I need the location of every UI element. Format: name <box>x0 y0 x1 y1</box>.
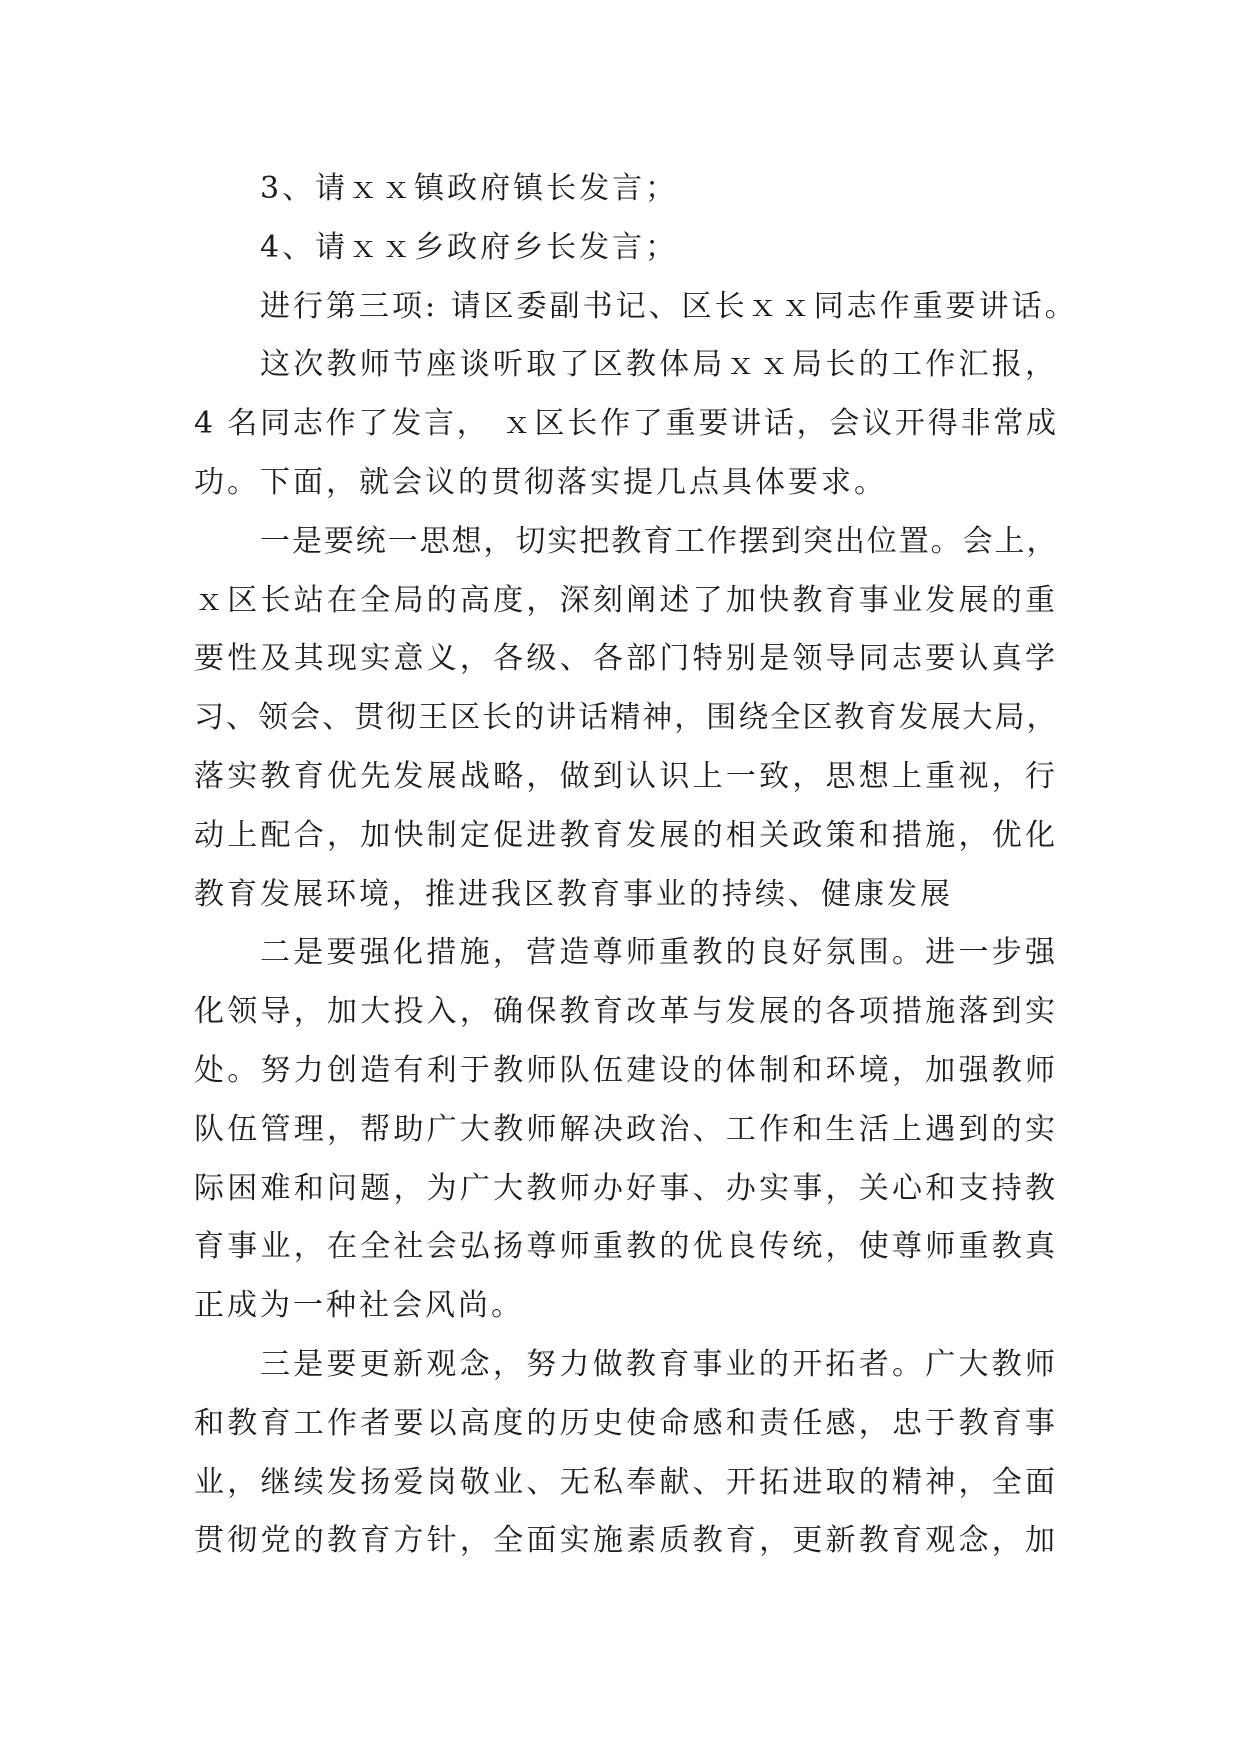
text-line: 3、请ｘｘ镇政府镇长发言； <box>260 171 679 206</box>
text-line: 化领导，加大投入，确保教育改革与发展的各项措施落到实 <box>194 994 1058 1030</box>
text-line: 功。下面，就会议的贯彻落实提几点具体要求。 <box>194 464 887 500</box>
text-line: 习、领会、贯彻王区长的讲话精神，围绕全区教育发展大局， <box>194 700 1058 736</box>
paragraph <box>194 219 1058 278</box>
text-line: 业，继续发扬爱岗敬业、无私奉献、开拓进取的精神，全面 <box>194 1464 1058 1500</box>
text-line: 二是要强化措施，营造尊师重教的良好氛围。进一步强 <box>260 935 1058 971</box>
text-line: 教育发展环境，推进我区教育事业的持续、健康发展 <box>194 876 953 912</box>
text-line: ｘ区长站在全局的高度，深刻阐述了加快教育事业发展的重 <box>194 582 1058 618</box>
text-line: 一是要统一思想，切实把教育工作摆到突出位置。会上， <box>260 523 1058 559</box>
text-line: 4 名同志作了发言， ｘ区长作了重要讲话，会议开得非常成 <box>194 406 1058 442</box>
text-line: 处。努力创造有利于教师队伍建设的体制和环境，加强教师 <box>194 1052 1058 1088</box>
text-line: 贯彻党的教育方针，全面实施素质教育，更新教育观念，加 <box>194 1523 1058 1559</box>
text-line: 这次教师节座谈听取了区教体局ｘｘ局长的工作汇报， <box>260 347 1058 383</box>
paragraph <box>194 1336 1058 1571</box>
paragraph <box>194 513 1058 925</box>
paragraph <box>194 336 1058 512</box>
text-line: 进行第三项: 请区委副书记、区长ｘｘ同志作重要讲话。 <box>260 288 1078 324</box>
text-line: 育事业，在全社会弘扬尊师重教的优良传统，使尊师重教真 <box>194 1229 1058 1265</box>
text-line: 际困难和问题，为广大教师办好事、办实事，关心和支持教 <box>194 1170 1058 1206</box>
text-line: 要性及其现实意义，各级、各部门特别是领导同志要认真学 <box>194 641 1058 677</box>
paragraph <box>194 160 1058 219</box>
paragraph <box>194 278 1078 337</box>
text-line: 正成为一种社会风尚。 <box>194 1288 524 1324</box>
text-line: 4、请ｘｘ乡政府乡长发言； <box>260 229 679 265</box>
text-line: 三是要更新观念，努力做教育事业的开拓者。广大教师 <box>260 1346 1058 1382</box>
text-line: 队伍管理，帮助广大教师解决政治、工作和生活上遇到的实 <box>194 1111 1058 1147</box>
paragraph <box>194 924 1058 1336</box>
text-line: 动上配合，加快制定促进教育发展的相关政策和措施，优化 <box>194 817 1058 853</box>
text-line: 落实教育优先发展战略，做到认识上一致，思想上重视，行 <box>194 758 1058 794</box>
text-line: 和教育工作者要以高度的历史使命感和责任感，忠于教育事 <box>194 1405 1058 1441</box>
document-body <box>194 160 1078 1571</box>
